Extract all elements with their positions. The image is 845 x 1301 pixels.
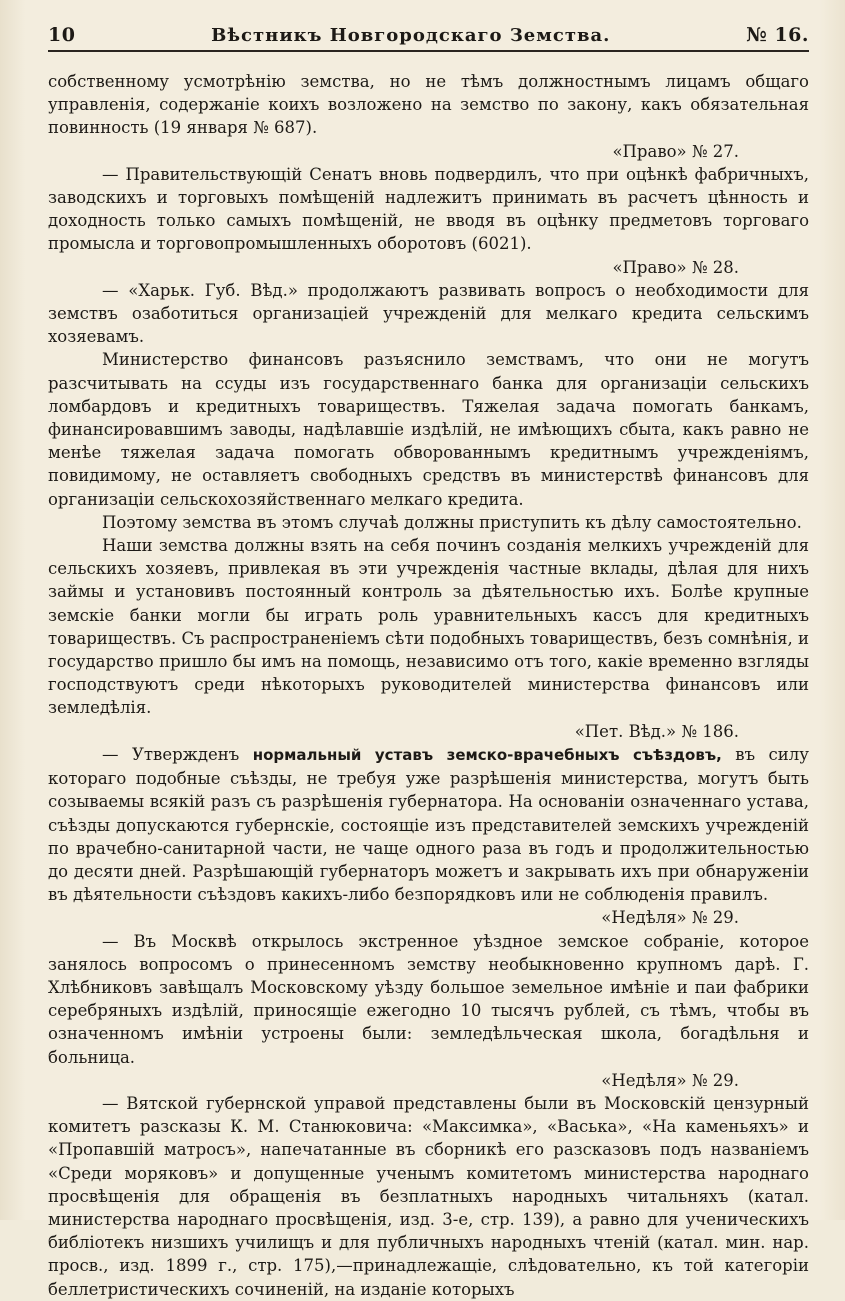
paragraph-8: — Въ Москвѣ открылось экстренное уѣздное земское собраніе, которое занялось вопросомъ о принесенномъ земству необыкновенно крупномъ дарѣ. Г. Хлѣбниковъ завѣщалъ Московскому уѣзду большое земельное имѣніе и паи фабрики серебряныхъ издѣлій, приносящіе ежегодно 10 тысячъ рублей, съ тѣмъ, чтобы въ означенномъ имѣніи устроены были: земледѣльческая школа, богадѣльня и больница. [48, 931, 809, 1067]
source-1: «Право» № 27. [612, 141, 739, 161]
paragraph-9: — Вятской губернской управой представлены были въ Московскій цензурный комитетъ разсказы К. М. Станюковича: «Максимка», «Васька», «На каменьяхъ» и «Пропавшій матросъ», напечатанные въ сборникѣ его разсказовъ подъ названіемъ «Среди моряковъ» и допущенные ученымъ комитетомъ министерства народнаго просвѣщенія для обращенія въ безплатныхъ народныхъ читальняхъ (катал. министерства народнаго просвѣщенія, изд. 3-е, стр. 139), а равно для ученическихъ библіотекъ низшихъ училищъ и для публичныхъ народныхъ чтеній (катал. мин. нар. просв., изд. 1899 г., стр. 175),—принадлежащіе, слѣдовательно, къ той категоріи беллетристическихъ сочиненій, на изданіе которыхъ [48, 1093, 809, 1299]
source-7: «Недѣля» № 29. [601, 908, 739, 928]
page-number: 10 [48, 24, 76, 46]
journal-title: Вѣстникъ Новгородскаго Земства. [211, 25, 611, 46]
paragraph-7-rest: въ силу котораго подобные съѣзды, не требуя уже разрѣшенія министерства, могутъ быть созываемы всякій разъ съ разрѣшенія губернатора. На основаніи означеннаго устава, съѣзды допускаются губернскіе, состоящіе изъ представителей земскихъ учрежденій по врачебно-санитарной части, не чаще одного раза въ годъ и продолжительностью до десяти дней. Разрѣшающій губернаторъ можетъ и закрывать ихъ при обнаруженіи въ дѣятельности съѣздовъ какихъ-либо безпорядковъ или не соблюденія правилъ. [48, 744, 809, 905]
paragraph-5: Поэтому земства въ этомъ случаѣ должны приступить къ дѣлу самостоятельно. [102, 512, 802, 532]
running-header [48, 24, 809, 52]
paragraph-7-bold: нормальный уставъ земско-врачебныхъ съѣздовъ, [252, 745, 722, 764]
paragraph-7 [48, 743, 809, 906]
source-2: «Право» № 28. [612, 257, 739, 277]
source-8: «Недѣля» № 29. [601, 1070, 739, 1090]
source-6: «Пет. Вѣд.» № 186. [574, 721, 739, 741]
issue-number: № 16. [746, 24, 809, 46]
paragraph-2: — Правительствующій Сенатъ вновь подвердилъ, что при оцѣнкѣ фабричныхъ, заводскихъ и торговыхъ помѣщеній надлежитъ принимать въ расчетъ цѣнность и доходность только самыхъ помѣщеній, не вводя въ оцѣнку предметовъ торговаго промысла и торговопромышленныхъ оборотовъ (6021). [48, 164, 809, 254]
paragraph-1: собственному усмотрѣнію земства, но не тѣмъ должностнымъ лицамъ общаго управленія, содержаніе коихъ возложено на земство по закону, какъ обязательная повинность (19 января № 687). [48, 72, 809, 138]
paragraph-7-lead: — Утвержденъ [102, 744, 240, 764]
paragraph-4: Министерство финансовъ разъяснило земствамъ, что они не могутъ разсчитывать на ссуды изъ государственнаго банка для организаціи сельскихъ ломбардовъ и кредитныхъ товариществъ. Тяжелая задача помогать банкамъ, финансировавшимъ заводы, надѣлавшіе издѣлій, не имѣющихъ сбыта, какъ равно не менѣе тяжелая задача помогать обворованнымъ кредитнымъ учрежденіямъ, повидимому, не оставляетъ свободныхъ средствъ въ министерствѣ финансовъ для организаціи сельскохозяйственнаго мелкаго кредита. [48, 350, 809, 509]
article-body [48, 70, 809, 1301]
paragraph-6: Наши земства должны взять на себя починъ созданія мелкихъ учрежденій для сельскихъ хозяевъ, привлекая въ эти учрежденія частные вклады, дѣлая для нихъ займы и установивъ постоянный контроль за дѣятельностью ихъ. Болѣе крупные земскіе банки могли бы играть роль уравнительныхъ кассъ для кредитныхъ товариществъ. Съ распространеніемъ сѣти подобныхъ товариществъ, безъ сомнѣнія, и государство пришло бы имъ на помощь, независимо отъ того, какіе временно взгляды господствуютъ среди нѣкоторыхъ руководителей министерства финансовъ или земледѣлія. [48, 536, 809, 718]
paragraph-3: — «Харьк. Губ. Вѣд.» продолжаютъ развивать вопросъ о необходимости для земствъ озаботиться организаціей учрежденій для мелкаго кредита сельскимъ хозяевамъ. [48, 280, 809, 347]
